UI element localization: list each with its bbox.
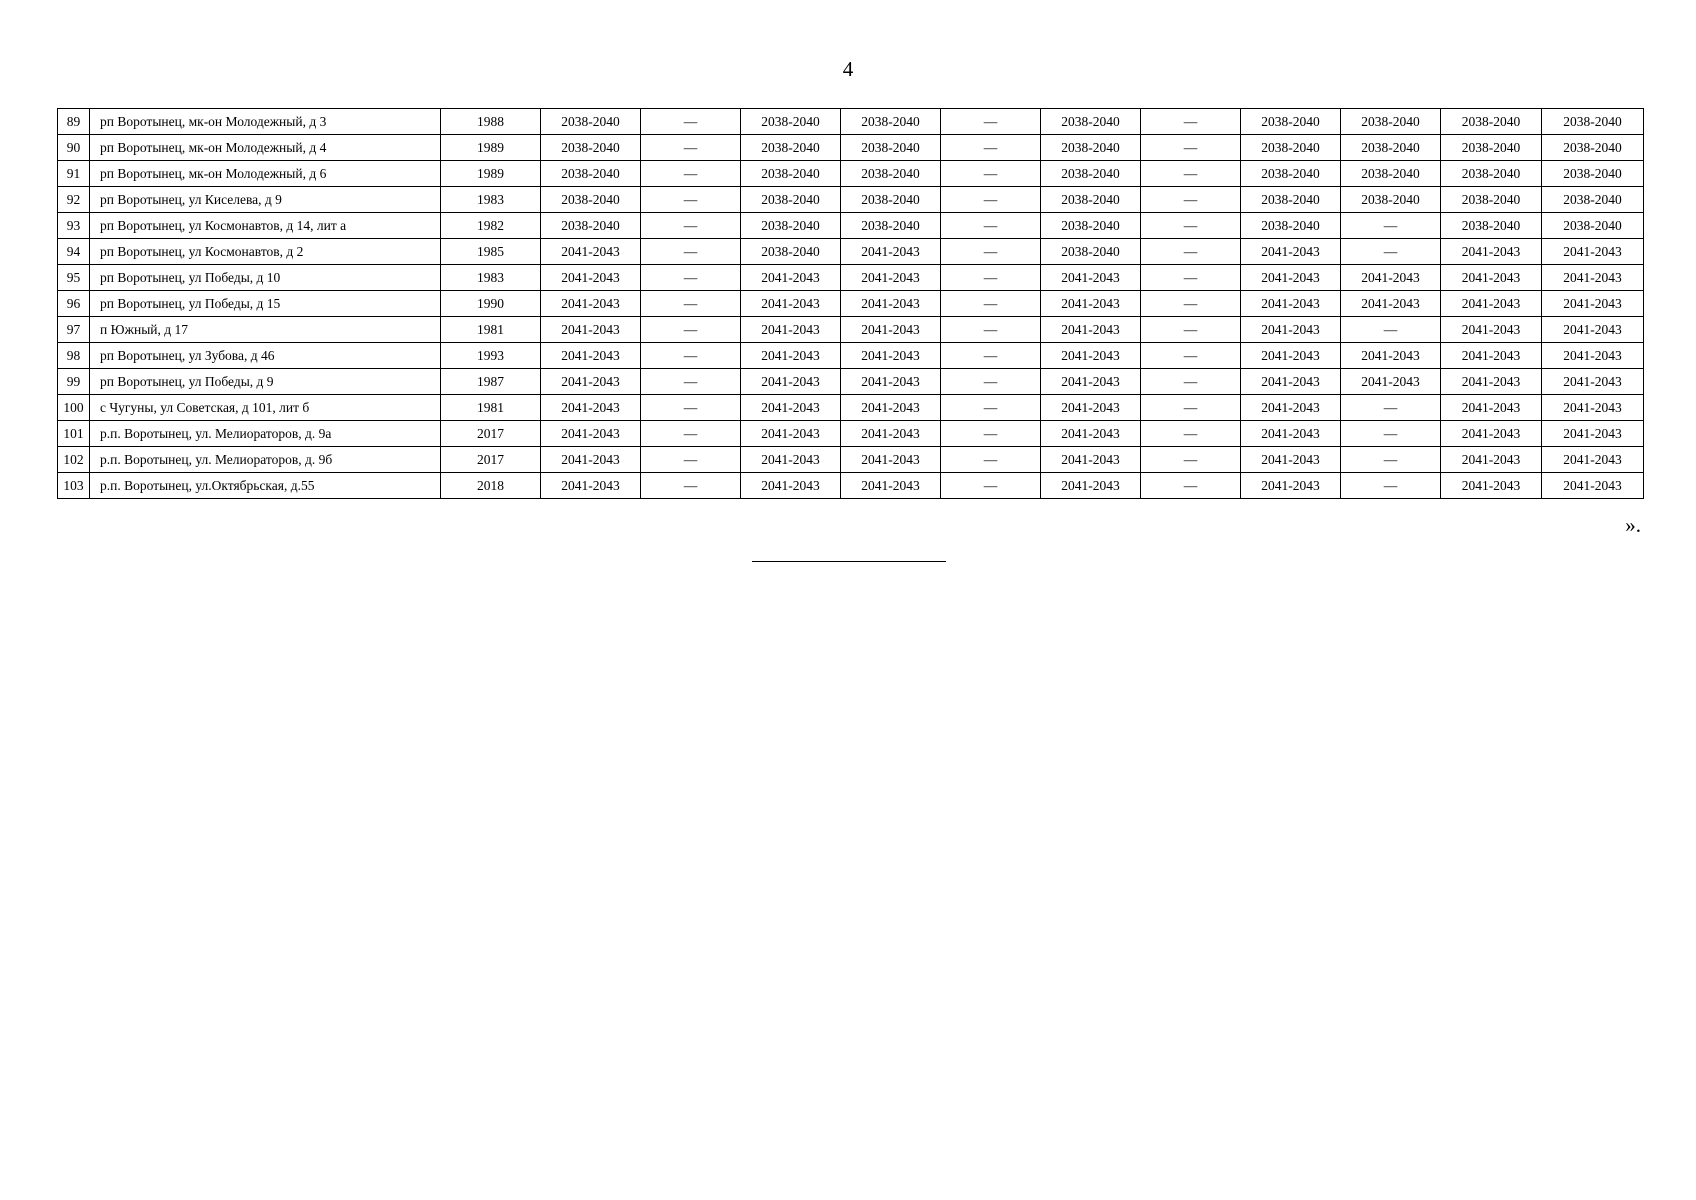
year-cell: 1983 <box>441 265 541 291</box>
row-number-cell: 97 <box>58 317 90 343</box>
row-number-cell: 103 <box>58 473 90 499</box>
period-cell: 2041-2043 <box>1041 317 1141 343</box>
period-cell: 2041-2043 <box>841 343 941 369</box>
period-cell: 2041-2043 <box>1341 343 1441 369</box>
period-cell: 2041-2043 <box>1241 369 1341 395</box>
period-cell: 2041-2043 <box>1241 473 1341 499</box>
period-cell: — <box>1141 291 1241 317</box>
period-cell: 2038-2040 <box>741 161 841 187</box>
period-cell: 2038-2040 <box>1542 213 1644 239</box>
period-cell: 2041-2043 <box>1441 239 1542 265</box>
year-cell: 1981 <box>441 317 541 343</box>
period-cell: 2041-2043 <box>1441 447 1542 473</box>
year-cell: 2017 <box>441 447 541 473</box>
period-cell: 2041-2043 <box>841 291 941 317</box>
period-cell: 2041-2043 <box>1041 343 1141 369</box>
row-number-cell: 93 <box>58 213 90 239</box>
repair-schedule-table <box>57 108 1644 499</box>
period-cell: — <box>641 265 741 291</box>
address-cell: рп Воротынец, ул Киселева, д 9 <box>90 187 441 213</box>
period-cell: — <box>1141 317 1241 343</box>
address-cell: рп Воротынец, мк-он Молодежный, д 3 <box>90 109 441 135</box>
row-number-cell: 92 <box>58 187 90 213</box>
table-row <box>58 239 1644 265</box>
table-row <box>58 421 1644 447</box>
page-number: 4 <box>842 57 854 81</box>
table-row <box>58 343 1644 369</box>
row-number-cell: 102 <box>58 447 90 473</box>
row-number-cell: 95 <box>58 265 90 291</box>
address-cell: рп Воротынец, ул Победы, д 9 <box>90 369 441 395</box>
period-cell: 2041-2043 <box>1441 369 1542 395</box>
period-cell: 2038-2040 <box>1441 161 1542 187</box>
period-cell: — <box>1341 473 1441 499</box>
period-cell: — <box>941 473 1041 499</box>
period-cell: — <box>1141 395 1241 421</box>
period-cell: — <box>941 161 1041 187</box>
period-cell: 2041-2043 <box>841 421 941 447</box>
period-cell: — <box>941 421 1041 447</box>
row-number-cell: 94 <box>58 239 90 265</box>
row-number-cell: 96 <box>58 291 90 317</box>
period-cell: — <box>941 213 1041 239</box>
address-cell: рп Воротынец, ул Космонавтов, д 14, лит а <box>90 213 441 239</box>
address-cell: р.п. Воротынец, ул. Мелиораторов, д. 9б <box>90 447 441 473</box>
period-cell: 2041-2043 <box>541 265 641 291</box>
period-cell: 2038-2040 <box>1241 161 1341 187</box>
period-cell: — <box>941 447 1041 473</box>
period-cell: 2038-2040 <box>1241 135 1341 161</box>
address-cell: п Южный, д 17 <box>90 317 441 343</box>
period-cell: 2041-2043 <box>1542 369 1644 395</box>
period-cell: 2038-2040 <box>541 161 641 187</box>
period-cell: 2038-2040 <box>1441 187 1542 213</box>
table-body <box>58 109 1644 499</box>
period-cell: 2038-2040 <box>1542 187 1644 213</box>
period-cell: 2041-2043 <box>1241 317 1341 343</box>
period-cell: — <box>1341 317 1441 343</box>
period-cell: — <box>941 317 1041 343</box>
period-cell: 2041-2043 <box>741 317 841 343</box>
period-cell: 2041-2043 <box>541 291 641 317</box>
period-cell: — <box>941 369 1041 395</box>
period-cell: 2041-2043 <box>1241 395 1341 421</box>
table-row <box>58 447 1644 473</box>
address-cell: р.п. Воротынец, ул. Мелиораторов, д. 9а <box>90 421 441 447</box>
period-cell: 2038-2040 <box>1041 187 1141 213</box>
end-rule <box>752 561 946 562</box>
period-cell: — <box>1141 369 1241 395</box>
table-row <box>58 265 1644 291</box>
period-cell: 2038-2040 <box>741 135 841 161</box>
year-cell: 1989 <box>441 161 541 187</box>
period-cell: 2041-2043 <box>841 447 941 473</box>
period-cell: 2041-2043 <box>541 317 641 343</box>
period-cell: 2041-2043 <box>741 265 841 291</box>
period-cell: — <box>941 239 1041 265</box>
period-cell: — <box>1141 447 1241 473</box>
period-cell: 2038-2040 <box>1041 161 1141 187</box>
period-cell: 2041-2043 <box>841 395 941 421</box>
period-cell: — <box>1141 239 1241 265</box>
address-cell: рп Воротынец, ул Победы, д 10 <box>90 265 441 291</box>
period-cell: 2041-2043 <box>1441 291 1542 317</box>
period-cell: 2041-2043 <box>1041 369 1141 395</box>
period-cell: 2041-2043 <box>1241 265 1341 291</box>
year-cell: 1993 <box>441 343 541 369</box>
year-cell: 1982 <box>441 213 541 239</box>
table-row <box>58 473 1644 499</box>
period-cell: 2041-2043 <box>1241 421 1341 447</box>
period-cell: 2038-2040 <box>841 187 941 213</box>
period-cell: — <box>941 135 1041 161</box>
period-cell: 2038-2040 <box>1341 135 1441 161</box>
period-cell: 2041-2043 <box>541 239 641 265</box>
period-cell: 2041-2043 <box>1542 473 1644 499</box>
year-cell: 1981 <box>441 395 541 421</box>
year-cell: 1988 <box>441 109 541 135</box>
year-cell: 1987 <box>441 369 541 395</box>
table-row <box>58 135 1644 161</box>
row-number-cell: 91 <box>58 161 90 187</box>
year-cell: 1983 <box>441 187 541 213</box>
period-cell: — <box>641 187 741 213</box>
table-row <box>58 317 1644 343</box>
period-cell: 2041-2043 <box>1041 291 1141 317</box>
period-cell: — <box>1341 213 1441 239</box>
period-cell: 2041-2043 <box>841 317 941 343</box>
period-cell: 2038-2040 <box>841 213 941 239</box>
period-cell: — <box>941 109 1041 135</box>
row-number-cell: 99 <box>58 369 90 395</box>
period-cell: 2038-2040 <box>1041 135 1141 161</box>
period-cell: — <box>1341 421 1441 447</box>
period-cell: 2041-2043 <box>541 395 641 421</box>
period-cell: 2038-2040 <box>741 187 841 213</box>
period-cell: — <box>641 473 741 499</box>
period-cell: — <box>1341 239 1441 265</box>
period-cell: 2041-2043 <box>541 421 641 447</box>
period-cell: 2038-2040 <box>741 213 841 239</box>
period-cell: 2038-2040 <box>741 239 841 265</box>
period-cell: 2041-2043 <box>1542 421 1644 447</box>
period-cell: 2041-2043 <box>741 421 841 447</box>
period-cell: 2041-2043 <box>741 395 841 421</box>
year-cell: 1990 <box>441 291 541 317</box>
period-cell: 2038-2040 <box>1241 109 1341 135</box>
period-cell: 2041-2043 <box>1441 317 1542 343</box>
period-cell: — <box>1341 447 1441 473</box>
period-cell: — <box>641 291 741 317</box>
period-cell: 2041-2043 <box>541 447 641 473</box>
period-cell: — <box>941 395 1041 421</box>
period-cell: 2038-2040 <box>1041 213 1141 239</box>
period-cell: — <box>1141 161 1241 187</box>
period-cell: — <box>641 395 741 421</box>
period-cell: 2038-2040 <box>841 109 941 135</box>
address-cell: р.п. Воротынец, ул.Октябрьская, д.55 <box>90 473 441 499</box>
period-cell: 2041-2043 <box>1441 265 1542 291</box>
address-cell: рп Воротынец, ул Победы, д 15 <box>90 291 441 317</box>
row-number-cell: 98 <box>58 343 90 369</box>
period-cell: 2041-2043 <box>1542 317 1644 343</box>
period-cell: 2038-2040 <box>1542 109 1644 135</box>
period-cell: — <box>941 343 1041 369</box>
table-row <box>58 161 1644 187</box>
address-cell: рп Воротынец, мк-он Молодежный, д 4 <box>90 135 441 161</box>
period-cell: 2041-2043 <box>541 369 641 395</box>
period-cell: 2041-2043 <box>741 291 841 317</box>
period-cell: 2041-2043 <box>1341 369 1441 395</box>
period-cell: 2041-2043 <box>1041 421 1141 447</box>
period-cell: 2041-2043 <box>1441 421 1542 447</box>
period-cell: — <box>1141 473 1241 499</box>
period-cell: — <box>1141 135 1241 161</box>
table-row <box>58 213 1644 239</box>
table-row <box>58 291 1644 317</box>
period-cell: 2038-2040 <box>1441 109 1542 135</box>
year-cell: 1985 <box>441 239 541 265</box>
period-cell: — <box>1141 343 1241 369</box>
period-cell: 2041-2043 <box>1542 395 1644 421</box>
period-cell: 2041-2043 <box>841 369 941 395</box>
period-cell: 2041-2043 <box>1041 473 1141 499</box>
period-cell: — <box>1141 213 1241 239</box>
period-cell: — <box>641 317 741 343</box>
period-cell: 2041-2043 <box>1041 265 1141 291</box>
period-cell: 2041-2043 <box>1241 447 1341 473</box>
period-cell: — <box>641 421 741 447</box>
row-number-cell: 100 <box>58 395 90 421</box>
closing-quote: ». <box>1625 513 1641 537</box>
period-cell: 2041-2043 <box>1441 343 1542 369</box>
period-cell: — <box>941 187 1041 213</box>
address-cell: с Чугуны, ул Советская, д 101, лит б <box>90 395 441 421</box>
period-cell: 2038-2040 <box>1341 187 1441 213</box>
period-cell: — <box>641 239 741 265</box>
period-cell: 2041-2043 <box>841 239 941 265</box>
period-cell: 2041-2043 <box>1542 343 1644 369</box>
period-cell: 2041-2043 <box>1542 239 1644 265</box>
period-cell: 2041-2043 <box>741 473 841 499</box>
period-cell: 2041-2043 <box>741 343 841 369</box>
period-cell: 2038-2040 <box>841 135 941 161</box>
period-cell: 2041-2043 <box>1341 291 1441 317</box>
period-cell: — <box>1141 421 1241 447</box>
year-cell: 1989 <box>441 135 541 161</box>
table-row <box>58 395 1644 421</box>
address-cell: рп Воротынец, ул Космонавтов, д 2 <box>90 239 441 265</box>
period-cell: — <box>1141 109 1241 135</box>
table-row <box>58 369 1644 395</box>
period-cell: 2038-2040 <box>541 109 641 135</box>
period-cell: 2038-2040 <box>841 161 941 187</box>
period-cell: 2041-2043 <box>1341 265 1441 291</box>
period-cell: 2038-2040 <box>1041 239 1141 265</box>
period-cell: 2041-2043 <box>1542 447 1644 473</box>
period-cell: 2038-2040 <box>1341 109 1441 135</box>
period-cell: 2038-2040 <box>1241 187 1341 213</box>
period-cell: 2038-2040 <box>1542 161 1644 187</box>
period-cell: — <box>941 291 1041 317</box>
table-row <box>58 109 1644 135</box>
period-cell: 2041-2043 <box>1041 447 1141 473</box>
period-cell: 2041-2043 <box>1441 473 1542 499</box>
year-cell: 2018 <box>441 473 541 499</box>
period-cell: — <box>1141 265 1241 291</box>
period-cell: 2041-2043 <box>741 369 841 395</box>
period-cell: — <box>1341 395 1441 421</box>
period-cell: 2038-2040 <box>1542 135 1644 161</box>
period-cell: 2038-2040 <box>1341 161 1441 187</box>
period-cell: 2041-2043 <box>741 447 841 473</box>
period-cell: 2041-2043 <box>1542 291 1644 317</box>
period-cell: — <box>641 161 741 187</box>
row-number-cell: 90 <box>58 135 90 161</box>
period-cell: 2041-2043 <box>541 343 641 369</box>
period-cell: — <box>1141 187 1241 213</box>
period-cell: — <box>641 369 741 395</box>
period-cell: — <box>641 213 741 239</box>
period-cell: 2041-2043 <box>841 265 941 291</box>
period-cell: — <box>641 109 741 135</box>
table-row <box>58 187 1644 213</box>
period-cell: 2041-2043 <box>1542 265 1644 291</box>
row-number-cell: 101 <box>58 421 90 447</box>
period-cell: 2038-2040 <box>1241 213 1341 239</box>
period-cell: 2038-2040 <box>1441 213 1542 239</box>
period-cell: 2041-2043 <box>841 473 941 499</box>
year-cell: 2017 <box>441 421 541 447</box>
row-number-cell: 89 <box>58 109 90 135</box>
period-cell: 2038-2040 <box>541 187 641 213</box>
period-cell: 2041-2043 <box>1041 395 1141 421</box>
address-cell: рп Воротынец, ул Зубова, д 46 <box>90 343 441 369</box>
period-cell: — <box>641 447 741 473</box>
period-cell: 2038-2040 <box>741 109 841 135</box>
period-cell: 2038-2040 <box>541 213 641 239</box>
period-cell: 2041-2043 <box>1441 395 1542 421</box>
address-cell: рп Воротынец, мк-он Молодежный, д 6 <box>90 161 441 187</box>
period-cell: 2041-2043 <box>1241 291 1341 317</box>
period-cell: — <box>641 343 741 369</box>
period-cell: — <box>641 135 741 161</box>
period-cell: 2038-2040 <box>1041 109 1141 135</box>
period-cell: 2041-2043 <box>1241 239 1341 265</box>
period-cell: 2041-2043 <box>541 473 641 499</box>
period-cell: 2038-2040 <box>1441 135 1542 161</box>
period-cell: — <box>941 265 1041 291</box>
period-cell: 2038-2040 <box>541 135 641 161</box>
period-cell: 2041-2043 <box>1241 343 1341 369</box>
